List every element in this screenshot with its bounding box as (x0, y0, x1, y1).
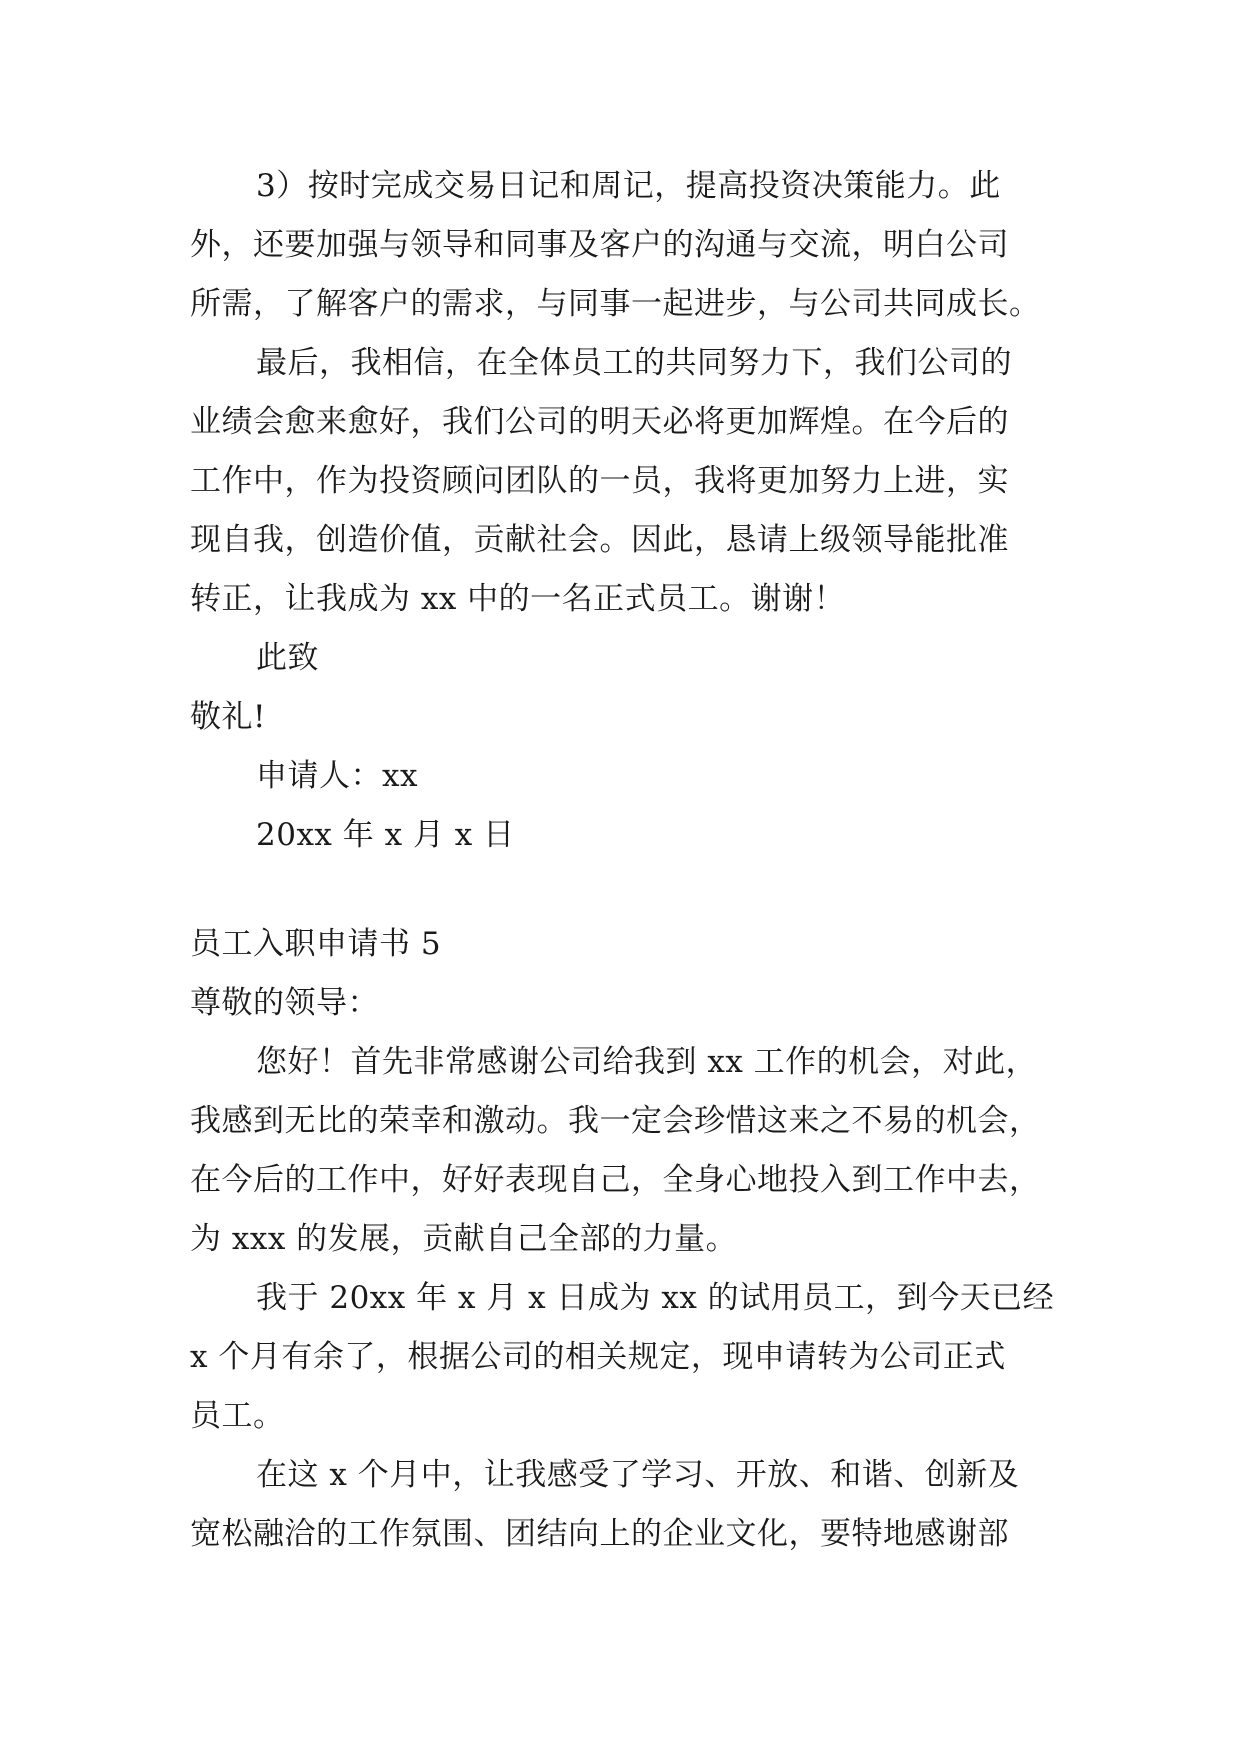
paragraph-line: 您好！首先非常感谢公司给我到 xx 工作的机会，对此， (256, 1044, 1038, 1080)
signature-date: 20xx 年 x 月 x 日 (256, 817, 515, 853)
paragraph-line: 业绩会愈来愈好，我们公司的明天必将更加辉煌。在今后的 (190, 404, 1009, 440)
paragraph-line: 3）按时完成交易日记和周记，提高投资决策能力。此 (256, 168, 1001, 204)
paragraph-line: 我感到无比的荣幸和激动。我一定会珍惜这来之不易的机会， (190, 1103, 1041, 1139)
paragraph-line: 在今后的工作中，好好表现自己，全身心地投入到工作中去， (190, 1162, 1041, 1198)
paragraph-line: 转正，让我成为 xx 中的一名正式员工。谢谢！ (190, 581, 846, 617)
paragraph-line: 最后，我相信，在全体员工的共同努力下，我们公司的 (256, 345, 1012, 381)
closing-regards: 敬礼! (190, 699, 266, 735)
applicant-name: 申请人：xx (256, 758, 418, 794)
paragraph-line: 宽松融洽的工作氛围、团结向上的企业文化，要特地感谢部 (190, 1516, 1009, 1552)
paragraph-line: 在这 x 个月中，让我感受了学习、开放、和谐、创新及 (256, 1457, 1020, 1493)
paragraph-line: 所需，了解客户的需求，与同事一起进步，与公司共同成长。 (190, 286, 1041, 322)
paragraph-line: 我于 20xx 年 x 月 x 日成为 xx 的试用员工，到今天已经 (256, 1280, 1055, 1316)
paragraph-line: x 个月有余了，根据公司的相关规定，现申请转为公司正式 (190, 1339, 1006, 1375)
paragraph-line: 工作中，作为投资顾问团队的一员，我将更加努力上进，实 (190, 463, 1009, 499)
paragraph-line: 员工。 (190, 1398, 285, 1434)
paragraph-line: 外，还要加强与领导和同事及客户的沟通与交流，明白公司 (190, 227, 1009, 263)
paragraph-line: 为 xxx 的发展，贡献自己全部的力量。 (190, 1221, 738, 1257)
section-title: 员工入职申请书 5 (190, 926, 442, 962)
greeting: 尊敬的领导： (190, 985, 379, 1021)
paragraph-line: 现自我，创造价值，贡献社会。因此，恳请上级领导能批准 (190, 522, 1009, 558)
closing-salutation: 此致 (256, 640, 319, 676)
